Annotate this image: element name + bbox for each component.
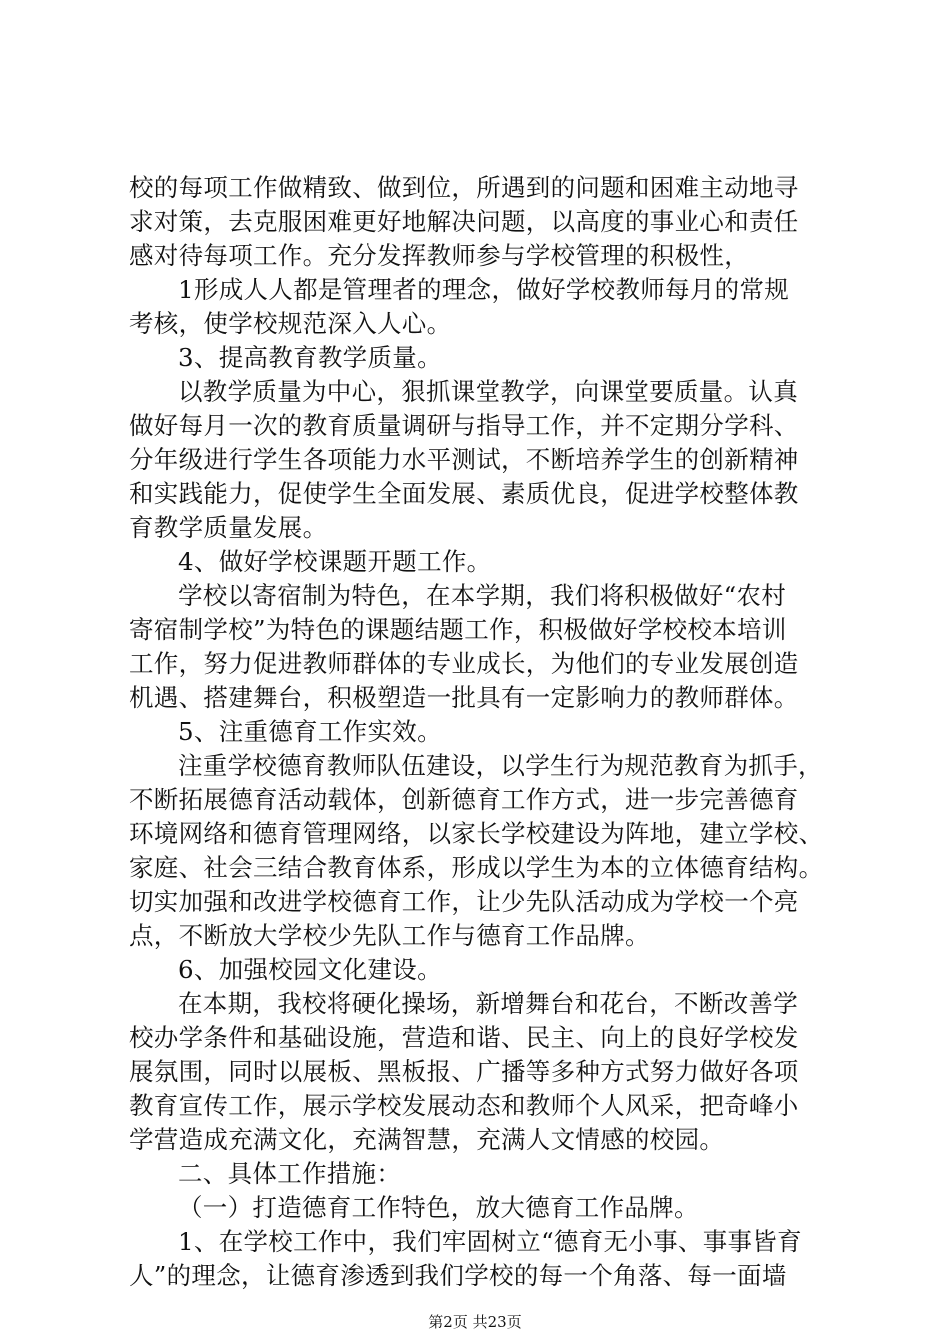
text-line: 人”的理念，让德育渗透到我们学校的每一个角落、每一面墙 — [129, 1261, 787, 1290]
section-heading: （一）打造德育工作特色，放大德育工作品牌。 — [178, 1193, 699, 1222]
text-line: 校办学条件和基础设施，营造和谐、民主、向上的良好学校发 — [129, 1023, 799, 1052]
text-line: 1、在学校工作中，我们牢固树立“德育无小事、事事皆育 — [178, 1227, 802, 1256]
text-line: 机遇、搭建舞台，积极塑造一批具有一定影响力的教师群体。 — [129, 683, 799, 712]
text-line: 教育宣传工作，展示学校发展动态和教师个人风采，把奇峰小 — [129, 1091, 799, 1120]
text-line: 家庭、社会三结合教育体系，形成以学生为本的立体德育结构。 — [129, 853, 824, 882]
section-heading: 5、注重德育工作实效。 — [178, 717, 442, 746]
section-heading: 二、具体工作措施： — [178, 1159, 402, 1188]
text-line: 感对待每项工作。充分发挥教师参与学校管理的积极性， — [129, 241, 749, 270]
section-heading: 4、做好学校课题开题工作。 — [178, 547, 492, 576]
page-number-footer: 第2页 共23页 — [428, 1313, 522, 1331]
text-line: 在本期，我校将硬化操场，新增舞台和花台，不断改善学 — [178, 989, 798, 1018]
text-line: 1形成人人都是管理者的理念，做好学校教师每月的常规 — [178, 275, 790, 304]
text-line: 注重学校德育教师队伍建设，以学生行为规范教育为抓手， — [178, 751, 823, 780]
text-line: 学营造成充满文化，充满智慧，充满人文情感的校园。 — [129, 1125, 725, 1154]
text-line: 展氛围，同时以展板、黑板报、广播等多种方式努力做好各项 — [129, 1057, 799, 1086]
text-line: 寄宿制学校”为特色的课题结题工作，积极做好学校校本培训 — [129, 615, 787, 644]
text-line: 和实践能力，促使学生全面发展、素质优良，促进学校整体教 — [129, 479, 799, 508]
text-line: 分年级进行学生各项能力水平测试，不断培养学生的创新精神 — [129, 445, 799, 474]
text-line: 点，不断放大学校少先队工作与德育工作品牌。 — [129, 921, 650, 950]
text-line: 学校以寄宿制为特色，在本学期，我们将积极做好“农村 — [178, 581, 787, 610]
text-line: 育教学质量发展。 — [129, 513, 328, 542]
text-line: 校的每项工作做精致、做到位，所遇到的问题和困难主动地寻 — [129, 173, 799, 202]
text-line: 工作，努力促进教师群体的专业成长，为他们的专业发展创造 — [129, 649, 799, 678]
section-heading: 3、提高教育教学质量。 — [178, 343, 442, 372]
text-line: 环境网络和德育管理网络，以家长学校建设为阵地，建立学校、 — [129, 819, 824, 848]
text-line: 以教学质量为中心，狠抓课堂教学，向课堂要质量。认真 — [178, 377, 798, 406]
text-line: 求对策，去克服困难更好地解决问题，以高度的事业心和责任 — [129, 207, 799, 236]
text-line: 不断拓展德育活动载体，创新德育工作方式，进一步完善德育 — [129, 785, 799, 814]
text-line: 切实加强和改进学校德育工作，让少先队活动成为学校一个亮 — [129, 887, 799, 916]
section-heading: 6、加强校园文化建设。 — [178, 955, 442, 984]
text-line: 考核，使学校规范深入人心。 — [129, 309, 452, 338]
text-line: 做好每月一次的教育质量调研与指导工作，并不定期分学科、 — [129, 411, 799, 440]
